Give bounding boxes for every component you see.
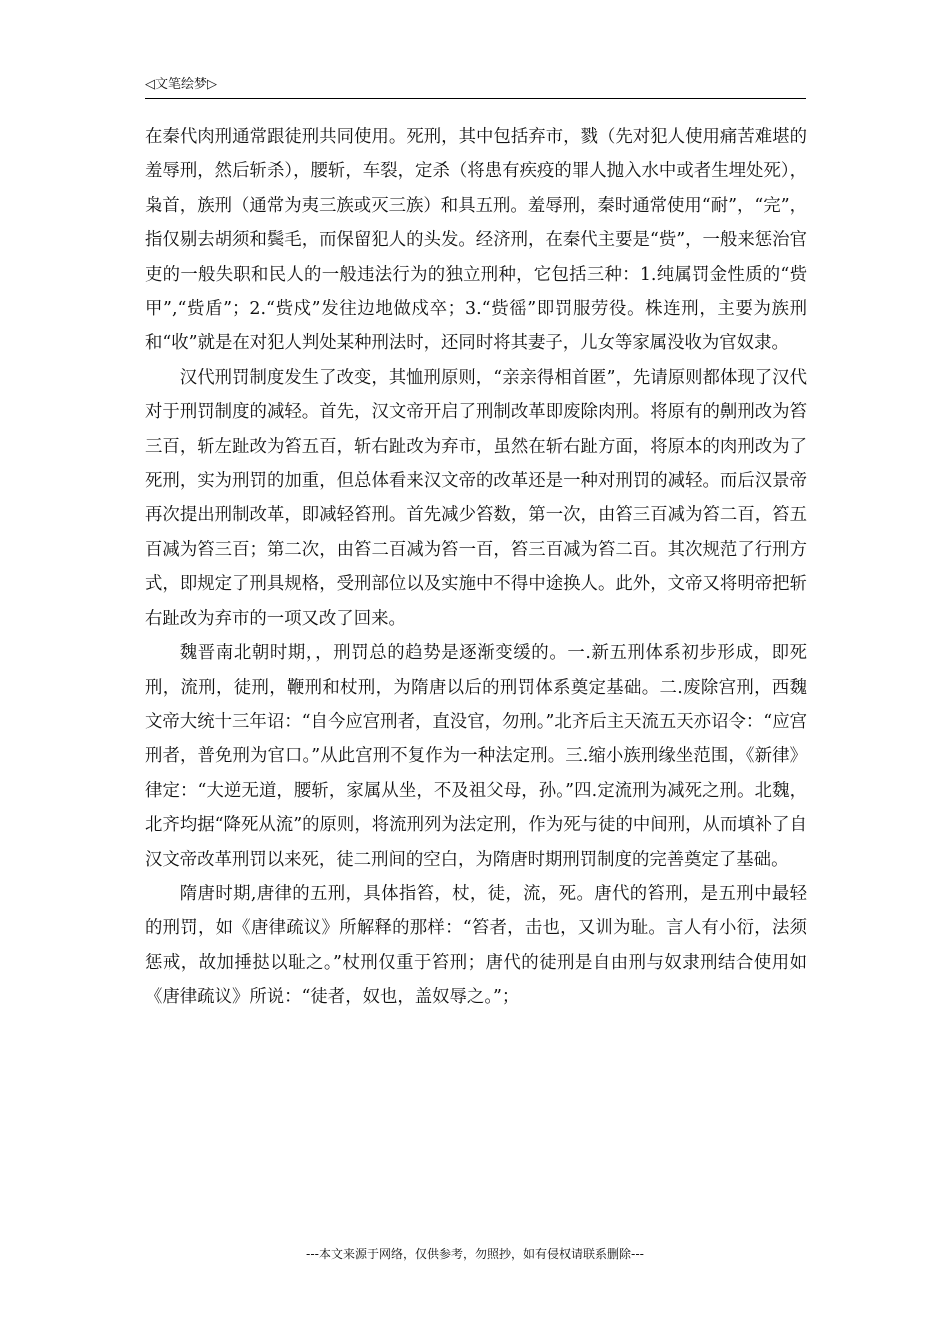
paragraph-sui-tang: 隋唐时期,唐律的五刑，具体指笞，杖，徒，流，死。唐代的笞刑，是五刑中最轻的刑罚，如《唐律疏议》所解释的那样：“笞者，击也，又训为耻。言人有小衍，法须惩戒，故加捶挞以耻之。”杖刑仅重于笞刑；唐代的徒刑是自由刑与奴隶刑结合使用如《唐律疏议》所说：“徒者，奴也，盖奴辱之。”； bbox=[145, 883, 807, 1008]
paragraph-han: 汉代刑罚制度发生了改变，其恤刑原则，“亲亲得相首匿”，先请原则都体现了汉代对于刑罚制度的减轻。首先，汉文帝开启了刑制改革即废除肉刑。将原有的劓刑改为笞三百，斩左趾改为笞五百，斩右趾改为弃市，虽然在斩右趾方面，将原本的肉刑改为了死刑，实为刑罚的加重，但总体看来汉文帝的改革还是一种对刑罚的减轻。而后汉景帝再次提出刑制改革，即减轻笞刑。首先减少笞数，第一次，由笞三百减为笞二百，笞五百减为笞三百；第二次，由笞二百减为笞一百，笞三百减为笞二百。其次规范了行刑方式，即规定了刑具规格，受刑部位以及实施中不得中途换人。此外，文帝又将明帝把斩右趾改为弃市的一项又改了回来。 bbox=[145, 367, 807, 629]
document-body bbox=[145, 120, 807, 1015]
page-header bbox=[145, 76, 806, 99]
header-title: ◁文笔绘梦▷ bbox=[145, 77, 217, 92]
paragraph-wei-jin: 魏晋南北朝时期，，刑罚总的趋势是逐渐变缓的。一.新五刑体系初步形成，即死刑，流刑，徒刑，鞭刑和杖刑，为隋唐以后的刑罚体系奠定基础。二.废除宫刑，西魏文帝大统十三年诏：“自今应宫刑者，直没官，勿刑。”北齐后主天流五天亦诏令：“应宫刑者，普免刑为官口。”从此宫刑不复作为一种法定刑。三.缩小族刑缘坐范围，《新律》律定：“大逆无道，腰斩，家属从坐，不及祖父母，孙。”四.定流刑为减死之刑。北魏，北齐均据“降死从流”的原则，将流刑列为法定刑，作为死与徒的中间刑，从而填补了自汉文帝改革刑罚以来死，徒二刑间的空白，为隋唐时期刑罚制度的完善奠定了基础。 bbox=[145, 643, 807, 870]
paragraph-qin: 在秦代肉刑通常跟徒刑共同使用。死刑，其中包括弃市，戮（先对犯人使用痛苦难堪的羞辱刑，然后斩杀），腰斩，车裂，定杀（将患有疾疫的罪人抛入水中或者生埋处死），枭首，族刑（通常为夷三族或灭三族）和具五刑。羞辱刑，秦时通常使用“耐”，“完”，指仅剔去胡须和鬓毛，而保留犯人的头发。经济刑，在秦代主要是“赀”，一般来惩治官吏的一般失职和民人的一般违法行为的独立刑种，它包括三种：1.纯属罚金性质的“赀甲”,“赀盾”；2.“赀戍”发往边地做戍卒；3.“赀徭”即罚服劳役。株连刑，主要为族刑和“收”就是在对犯人判处某种刑法时，还同时将其妻子，儿女等家属没收为官奴隶。 bbox=[145, 127, 807, 354]
page-footer: ---本文来源于网络，仅供参考，勿照抄，如有侵权请联系删除--- bbox=[306, 1247, 644, 1261]
